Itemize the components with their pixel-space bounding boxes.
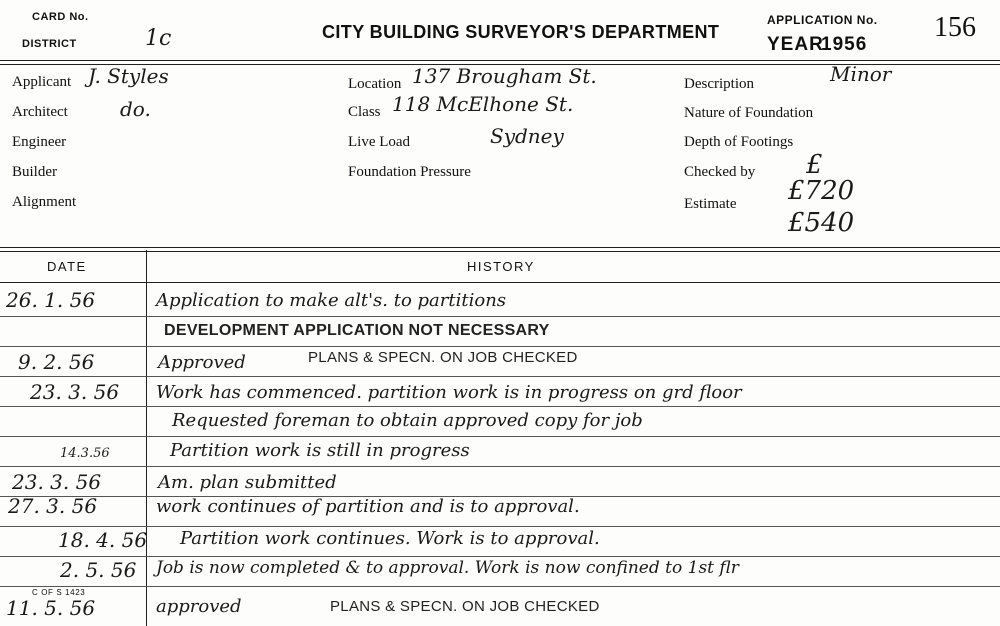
row-rule	[0, 376, 1000, 377]
row-rule	[0, 436, 1000, 437]
date-column-separator	[146, 250, 147, 626]
history-entry: Application to make alt's. to partitions	[156, 290, 507, 311]
live-load-label: Live Load	[348, 134, 411, 150]
district-value: 1c	[145, 26, 172, 51]
live-load-value: Sydney	[490, 124, 564, 148]
history-column-header: HISTORY	[467, 259, 535, 274]
history-stamp: DEVELOPMENT APPLICATION NOT NECESSARY	[164, 322, 550, 339]
history-entry: Partition work continues. Work is to approval.	[180, 528, 600, 549]
row-rule	[0, 526, 1000, 527]
history-entry: Partition work is still in progress	[170, 440, 470, 461]
location-label: Location	[348, 76, 402, 92]
alignment-label: Alignment	[12, 194, 77, 210]
history-stamp: PLANS & SPECN. ON JOB CHECKED	[330, 598, 600, 615]
history-date: 18. 4. 56	[58, 528, 148, 552]
application-label: APPLICATION No.	[767, 13, 878, 27]
history-stamp: PLANS & SPECN. ON JOB CHECKED	[308, 349, 578, 366]
history-date: 11. 5. 56	[6, 596, 96, 620]
history-entry: Approved	[158, 352, 246, 373]
location-value: 137 Brougham St.	[412, 64, 597, 88]
applicant-value: J. Styles	[88, 64, 169, 88]
application-number: 156	[934, 12, 976, 43]
department-title: CITY BUILDING SURVEYOR'S DEPARTMENT	[322, 22, 720, 42]
district-label: DISTRICT	[22, 38, 77, 50]
form-code: C OF S 1423	[32, 588, 86, 597]
architect-label: Architect	[12, 104, 68, 120]
estimate-label: Estimate	[684, 196, 737, 212]
history-date: 14.3.56	[60, 446, 110, 461]
depth-of-footings-label: Depth of Footings	[684, 134, 794, 150]
row-rule	[0, 556, 1000, 557]
row-rule	[0, 406, 1000, 407]
description-label: Description	[684, 76, 754, 92]
history-entry: Work has commenced. partition work is in progress on grd floor	[156, 382, 742, 403]
class-value: 118 McElhone St.	[392, 92, 574, 116]
nature-of-foundation-label: Nature of Foundation	[684, 105, 814, 121]
history-date: 23. 3. 56	[30, 380, 120, 404]
builder-label: Builder	[12, 164, 57, 180]
row-rule	[0, 346, 1000, 347]
foundation-pressure-label: Foundation Pressure	[348, 164, 471, 180]
estimate-value: £720	[788, 176, 855, 206]
row-rule	[0, 316, 1000, 317]
estimate-value-revised: £540	[788, 208, 855, 238]
year-label: YEAR	[767, 34, 824, 55]
architect-value: do.	[120, 97, 151, 121]
history-date: 9. 2. 56	[18, 350, 95, 374]
engineer-label: Engineer	[12, 134, 67, 150]
history-entry: Requested foreman to obtain approved copy for job	[172, 410, 643, 431]
history-date: 27. 3. 56	[8, 494, 98, 518]
history-entry: Job is now completed & to approval. Work is now confined to 1st flr	[156, 558, 739, 578]
row-rule	[0, 586, 1000, 587]
row-rule	[0, 466, 1000, 467]
history-entry: Am. plan submitted	[158, 472, 337, 493]
year-value: 1956	[821, 34, 868, 55]
card-no-label: CARD No.	[32, 11, 89, 23]
description-value: Minor	[830, 62, 892, 86]
date-column-header: DATE	[47, 259, 87, 274]
checked-by-value: £	[806, 150, 823, 180]
checked-by-label: Checked by	[684, 164, 756, 180]
history-date: 2. 5. 56	[60, 558, 137, 582]
class-label: Class	[348, 104, 381, 120]
column-header-divider	[0, 282, 1000, 283]
fields-divider	[0, 247, 1000, 252]
history-date: 26. 1. 56	[6, 288, 96, 312]
history-date: 23. 3. 56	[12, 470, 102, 494]
history-entry: approved	[156, 596, 242, 617]
applicant-label: Applicant	[12, 74, 72, 90]
history-entry: work continues of partition and is to approval.	[156, 496, 580, 517]
